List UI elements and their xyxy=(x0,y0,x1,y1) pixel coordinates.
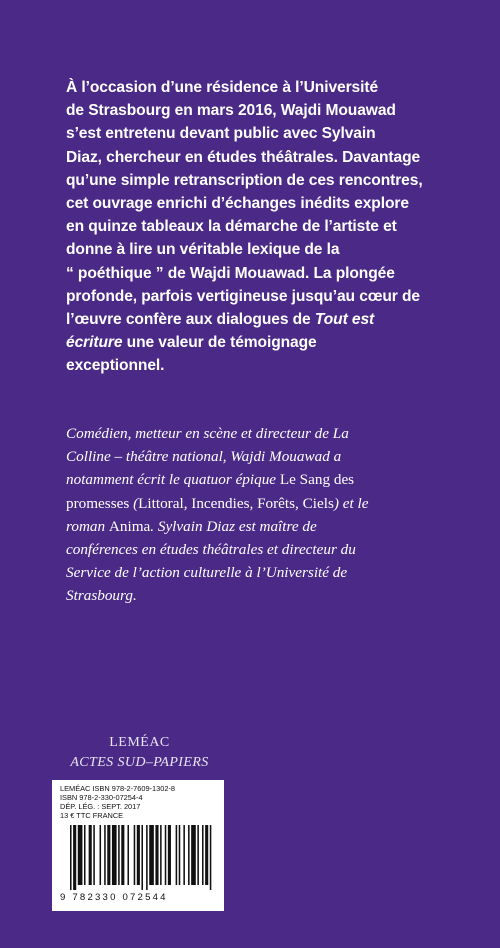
barcode xyxy=(70,825,216,890)
barcode-bar xyxy=(210,825,212,890)
bio-line: Colline – théâtre national, Wajdi Mouawad a xyxy=(66,448,342,466)
summary-line xyxy=(66,308,446,331)
barcode-bar xyxy=(141,825,143,890)
bio-line: Service de l’action culturelle à l’Université de xyxy=(66,564,348,582)
publisher-name-2: ACTES SUD–PAPIERS xyxy=(70,755,209,770)
summary-line: À l’occasion d’une résidence à l’Université xyxy=(66,79,379,96)
bio-line: Comédien, metteur en scène et directeur de La xyxy=(66,425,349,442)
isbn-info xyxy=(60,785,224,821)
barcode-bar xyxy=(100,825,102,885)
barcode-bar xyxy=(127,825,129,885)
barcode-bar xyxy=(73,825,76,890)
book-title: Tout est xyxy=(314,311,375,329)
barcode-bar xyxy=(137,825,140,885)
barcode-bar xyxy=(197,825,199,885)
isbn-label xyxy=(52,780,224,911)
summary-line: profonde, parfois vertigineuse jusqu’au cœur de xyxy=(66,287,421,305)
barcode-bar xyxy=(155,825,158,885)
barcode-bar xyxy=(183,825,185,885)
publisher-name-1: LEMÉAC xyxy=(109,735,170,750)
barcode-bar xyxy=(104,825,106,885)
barcode-bar xyxy=(165,825,167,885)
summary-line: en quinze tableaux la démarche de l’artiste et xyxy=(66,218,397,236)
book-title: écriture xyxy=(66,334,123,352)
isbn-line: LEMÉAC ISBN 978-2-7609-1302-8 xyxy=(60,784,176,793)
barcode-number: 9 782330 072544 xyxy=(60,892,168,903)
barcode-bar xyxy=(112,825,117,885)
bio-line xyxy=(66,492,446,515)
price-line: 13 € TTC FRANCE xyxy=(60,810,124,820)
summary-line: “ poéthique ” de Wajdi Mouawad. La plongée xyxy=(66,264,395,282)
barcode-bar xyxy=(134,825,136,885)
publisher-logo xyxy=(52,734,227,772)
bio-text: et le xyxy=(338,494,369,512)
barcode-bar xyxy=(160,825,162,885)
barcode-bar xyxy=(168,825,171,885)
barcode-bar xyxy=(188,825,190,885)
summary-line: donne à lire un véritable lexique de la xyxy=(66,241,340,259)
barcode-bar xyxy=(107,825,110,885)
summary-line: cet ouvrage enrichi d’échanges inédits explore xyxy=(66,195,409,213)
summary-line: qu’une simple retranscription de ces rencontres, xyxy=(66,171,423,189)
barcode-bar xyxy=(70,825,72,890)
bio-line: conférences en études théâtrales et directeur du xyxy=(66,541,356,559)
barcode-bar xyxy=(205,825,208,885)
work-title: promesses xyxy=(66,494,134,512)
paren: ) xyxy=(333,494,339,512)
barcode-bar xyxy=(179,825,181,885)
summary-text: une valeur de témoignage xyxy=(122,334,317,352)
isbn-line: ISBN 978-2-330-07254-4 xyxy=(60,792,143,802)
work-title: Anima xyxy=(108,517,151,535)
summary-line: de Strasbourg en mars 2016, Wajdi Mouawad xyxy=(66,102,396,120)
barcode-bar xyxy=(191,825,196,885)
barcode-bar xyxy=(176,825,178,885)
bio-line: Strasbourg. xyxy=(66,587,137,605)
summary-line: s’est entretenu devant public avec Sylvain xyxy=(66,125,376,143)
barcode-bar xyxy=(118,825,120,885)
barcode-bar xyxy=(93,825,95,885)
barcode-bar xyxy=(121,825,124,885)
bio-text: roman xyxy=(66,517,109,535)
barcode-bar xyxy=(78,825,83,885)
work-title: Le Sang des xyxy=(279,471,355,489)
summary-line: exceptionnel. xyxy=(66,357,165,375)
bio-line xyxy=(66,515,446,538)
bio-line xyxy=(66,468,446,491)
isbn-line: DÉP. LÉG. : SEPT. 2017 xyxy=(60,801,141,811)
book-summary xyxy=(66,76,446,378)
bio-text: notamment écrit le quatuor épique xyxy=(66,471,280,489)
summary-line xyxy=(66,331,446,354)
author-bio xyxy=(66,422,446,608)
barcode-bar xyxy=(146,825,148,890)
work-titles: Littoral, Incendies, Forêts, Ciels xyxy=(138,494,334,512)
summary-text: l’œuvre confère aux dialogues de xyxy=(66,311,315,329)
barcode-bar xyxy=(202,825,204,885)
barcode-bar xyxy=(84,825,86,885)
summary-line: Diaz, chercheur en études théâtrales. Davantage xyxy=(66,148,421,166)
barcode-bar xyxy=(149,825,154,885)
bio-text: . Sylvain Diaz est maître de xyxy=(150,517,317,535)
barcode-bar xyxy=(89,825,92,885)
paren: ( xyxy=(133,494,139,512)
